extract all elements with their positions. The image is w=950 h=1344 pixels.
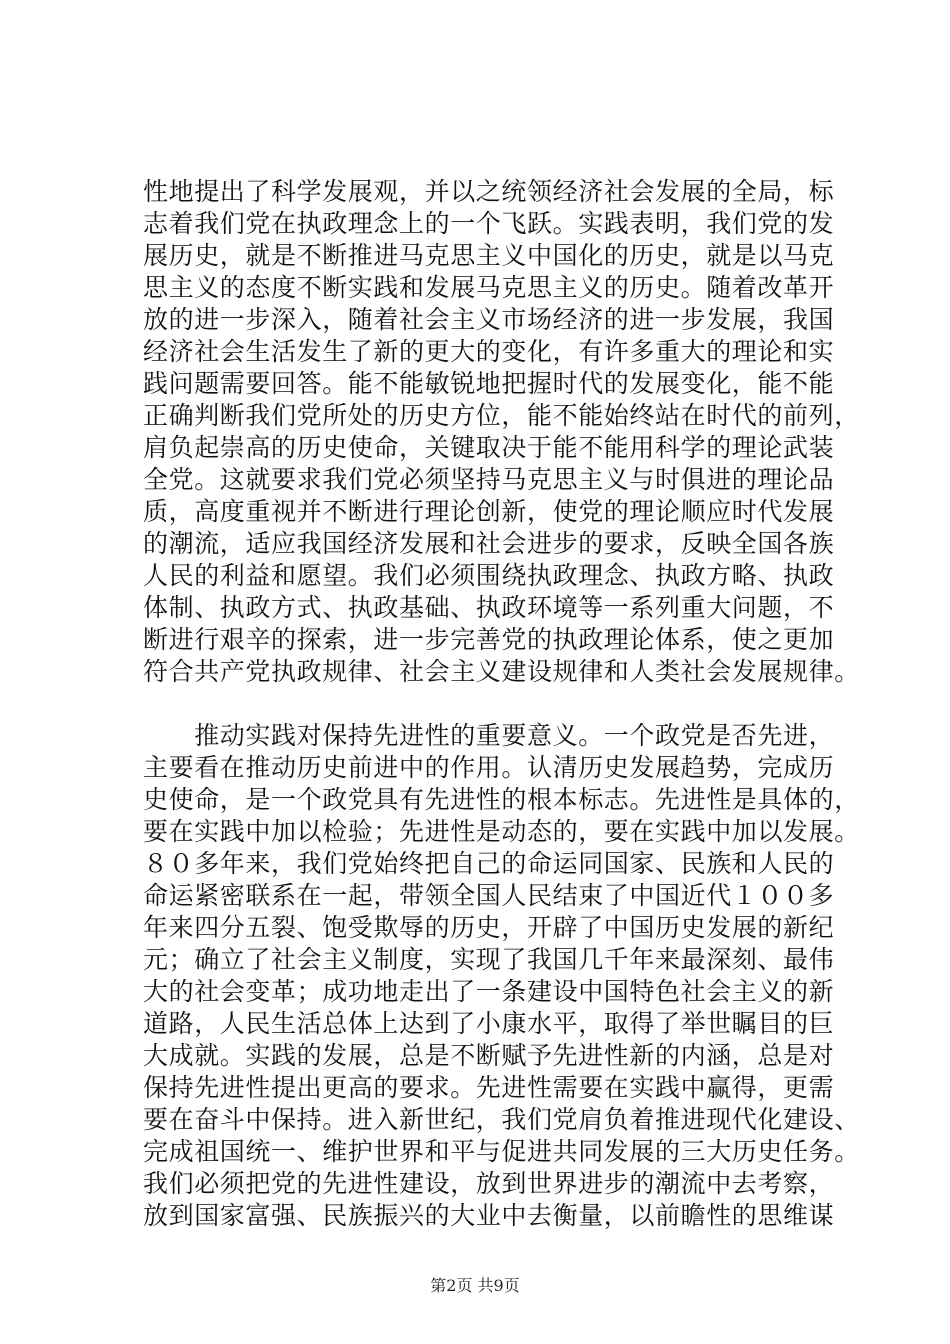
text-line: 正确判断我们党所处的历史方位，能不能始终站在时代的前列， [143,401,860,430]
text-line: 大的社会变革；成功地走出了一条建设中国特色社会主义的新 [143,977,835,1006]
text-line: 命运紧密联系在一起，带领全国人民结束了中国近代１００多 [143,881,835,910]
text-line: ８０多年来，我们党始终把自己的命运同国家、民族和人民的 [143,849,835,878]
text-line: 践问题需要回答。能不能敏锐地把握时代的发展变化，能不能 [143,369,835,398]
text-line: 肩负起崇高的历史使命，关键取决于能不能用科学的理论武装 [143,433,835,462]
text-line: 年来四分五裂、饱受欺辱的历史，开辟了中国历史发展的新纪 [143,913,835,942]
text-line: 放到国家富强、民族振兴的大业中去衡量，以前瞻性的思维谋 [143,1201,835,1230]
text-line: 大成就。实践的发展，总是不断赋予先进性新的内涵，总是对 [143,1041,835,1070]
text-line: 主要看在推动历史前进中的作用。认清历史发展趋势，完成历 [143,753,835,782]
text-line: 推动实践对保持先进性的重要意义。一个政党是否先进， [143,721,835,750]
text-line: 要在实践中加以检验；先进性是动态的，要在实践中加以发展。 [143,817,860,846]
text-line: 经济社会生活发生了新的更大的变化，有许多重大的理论和实 [143,337,835,366]
text-line: 符合共产党执政规律、社会主义建设规律和人类社会发展规律。 [143,657,860,686]
text-line: 放的进一步深入，随着社会主义市场经济的进一步发展，我国 [143,305,835,334]
text-line: 道路，人民生活总体上达到了小康水平，取得了举世瞩目的巨 [143,1009,835,1038]
text-line: 元；确立了社会主义制度，实现了我国几千年来最深刻、最伟 [143,945,835,974]
text-line: 体制、执政方式、执政基础、执政环境等一系列重大问题，不 [143,593,835,622]
text-line: 人民的利益和愿望。我们必须围绕执政理念、执政方略、执政 [143,561,835,590]
text-line: 全党。这就要求我们党必须坚持马克思主义与时俱进的理论品 [143,465,835,494]
text-line: 史使命，是一个政党具有先进性的根本标志。先进性是具体的， [143,785,860,814]
text-line: 完成祖国统一、维护世界和平与促进共同发展的三大历史任务。 [143,1137,860,1166]
text-line: 质，高度重视并不断进行理论创新，使党的理论顺应时代发展 [143,497,835,526]
text-line: 的潮流，适应我国经济发展和社会进步的要求，反映全国各族 [143,529,835,558]
text-line: 性地提出了科学发展观，并以之统领经济社会发展的全局，标 [143,177,835,206]
text-line: 展历史，就是不断推进马克思主义中国化的历史，就是以马克 [143,241,835,270]
text-line: 断进行艰辛的探索，进一步完善党的执政理论体系，使之更加 [143,625,835,654]
text-line: 志着我们党在执政理念上的一个飞跃。实践表明，我们党的发 [143,209,835,238]
text-line: 我们必须把党的先进性建设，放到世界进步的潮流中去考察， [143,1169,835,1198]
text-line: 思主义的态度不断实践和发展马克思主义的历史。随着改革开 [143,273,835,302]
page-number-footer: 第2页 共9页 [430,1276,520,1295]
text-line: 保持先进性提出更高的要求。先进性需要在实践中赢得，更需 [143,1073,835,1102]
text-line: 要在奋斗中保持。进入新世纪，我们党肩负着推进现代化建设、 [143,1105,860,1134]
